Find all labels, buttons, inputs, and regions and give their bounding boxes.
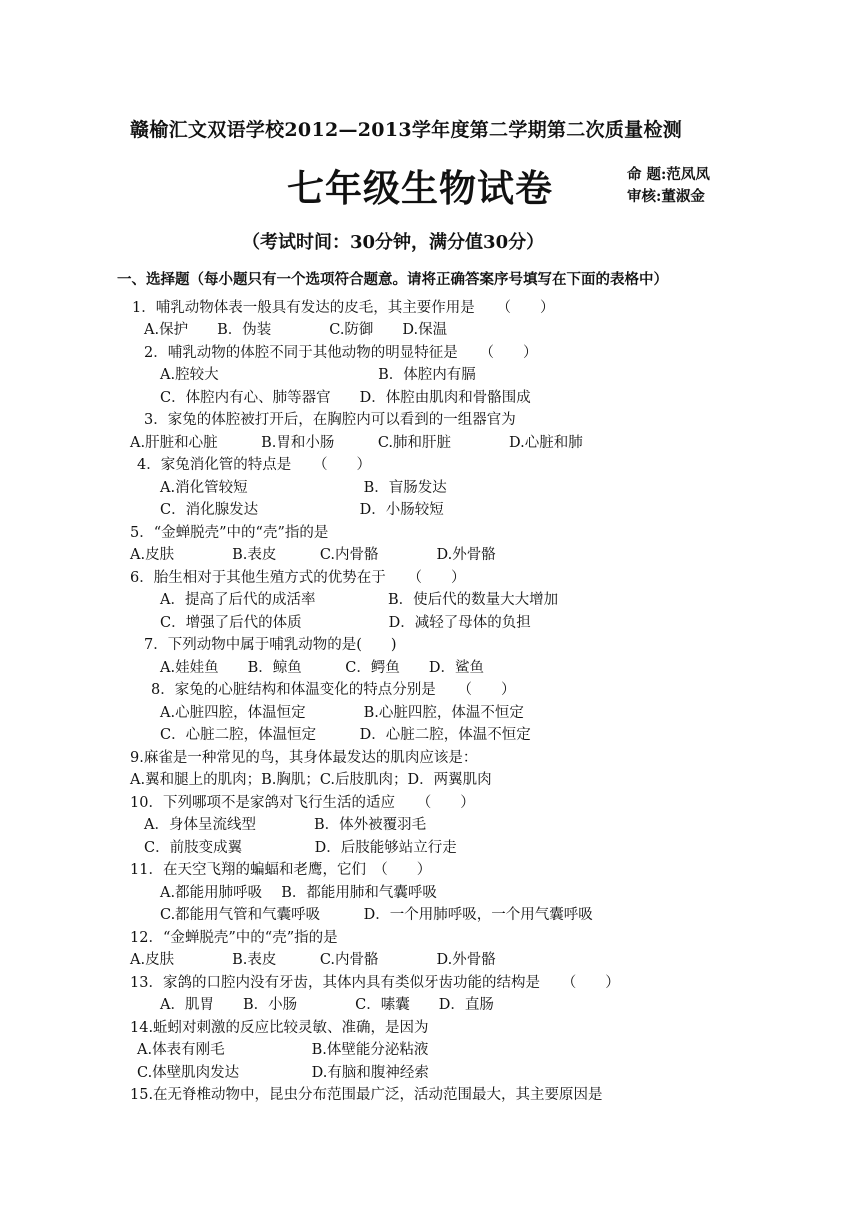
author-info: [627, 164, 710, 208]
school-exam-title: 赣榆汇文双语学校2012—2013学年度第二学期第二次质量检测: [130, 119, 683, 141]
option-line: A.翼和腿上的肌肉；B.胸肌；C.后肢肌肉；D．两翼肌肉: [130, 772, 492, 788]
option-line: C．消化腺发达 D．小肠较短: [160, 502, 444, 518]
option-line: A．肌胃 B．小肠 C．嗉囊 D．直肠: [160, 997, 494, 1013]
question-line: 9.麻雀是一种常见的鸟，其身体最发达的肌肉应该是：: [130, 750, 478, 766]
question-line: 2．哺乳动物的体腔不同于其他动物的明显特征是 （ ）: [144, 345, 538, 361]
option-line: A.都能用肺呼吸 B．都能用肺和气囊呼吸: [160, 885, 437, 901]
question-line: 12．“金蝉脱壳”中的“壳”指的是: [130, 930, 338, 946]
question-line: 1．哺乳动物体表一般具有发达的皮毛，其主要作用是 （ ）: [132, 300, 555, 316]
section-heading: 一、选择题（每小题只有一个选项符合题意。请将正确答案序号填写在下面的表格中）: [117, 271, 668, 288]
question-line: 13．家鸽的口腔内没有牙齿，其体内具有类似牙齿功能的结构是 （ ）: [130, 975, 620, 991]
question-line: 5．“金蝉脱壳”中的“壳”指的是: [130, 525, 329, 541]
option-line: A.保护 B．伪装 C.防御 D.保温: [144, 322, 448, 338]
question-line: 7．下列动物中属于哺乳动物的是( ): [144, 637, 397, 653]
author-proposer: 命 题:范凤凤: [627, 166, 710, 183]
question-line: 3．家兔的体腔被打开后，在胸腔内可以看到的一组器官为: [144, 412, 516, 428]
option-line: A．提高了后代的成活率 B．使后代的数量大大增加: [160, 592, 559, 608]
option-line: A.皮肤 B.表皮 C.内骨骼 D.外骨骼: [130, 547, 496, 563]
option-line: C．体腔内有心、肺等器官 D．体腔由肌肉和骨骼围成: [160, 390, 531, 406]
option-line: C.都能用气管和气囊呼吸 D．一个用肺呼吸，一个用气囊呼吸: [160, 907, 593, 923]
option-line: A．身体呈流线型 B．体外被覆羽毛: [144, 817, 427, 833]
option-line: A.肝脏和心脏 B.胃和小肠 C.肺和肝脏 D.心脏和肺: [130, 435, 583, 451]
option-line: A.消化管较短 B．盲肠发达: [160, 480, 447, 496]
option-line: A.娃娃鱼 B．鲸鱼 C．鳄鱼 D．鲨鱼: [160, 660, 484, 676]
option-line: A.腔较大 B．体腔内有膈: [160, 367, 476, 383]
exam-subtitle: （考试时间：30分钟，满分值30分）: [242, 232, 545, 253]
exam-title: 七年级生物试卷: [287, 166, 553, 210]
question-line: 15.在无脊椎动物中，昆虫分布范围最广泛，活动范围最大，其主要原因是: [130, 1087, 603, 1103]
option-line: C.体壁肌肉发达 D.有脑和腹神经索: [137, 1065, 429, 1081]
question-line: 6．胎生相对于其他生殖方式的优势在于 （ ）: [130, 570, 466, 586]
option-line: C．增强了后代的体质 D．减轻了母体的负担: [160, 615, 531, 631]
option-line: A.体表有刚毛 B.体壁能分泌粘液: [137, 1042, 429, 1058]
option-line: A.心脏四腔，体温恒定 B.心脏四腔，体温不恒定: [160, 705, 524, 721]
option-line: A.皮肤 B.表皮 C.内骨骼 D.外骨骼: [130, 952, 496, 968]
author-reviewer: 审核:董淑金: [627, 188, 705, 205]
question-line: 14.蚯蚓对刺激的反应比较灵敏、准确，是因为: [130, 1020, 429, 1036]
option-line: C．心脏二腔，体温恒定 D．心脏二腔，体温不恒定: [160, 727, 531, 743]
question-line: 11．在天空飞翔的蝙蝠和老鹰，它们 （ ）: [130, 862, 432, 878]
question-line: 4．家兔消化管的特点是 （ ）: [137, 457, 371, 473]
question-line: 8．家兔的心脏结构和体温变化的特点分别是 （ ）: [151, 682, 516, 698]
question-line: 10．下列哪项不是家鸽对飞行生活的适应 （ ）: [130, 795, 475, 811]
option-line: C．前肢变成翼 D．后肢能够站立行走: [144, 840, 457, 856]
